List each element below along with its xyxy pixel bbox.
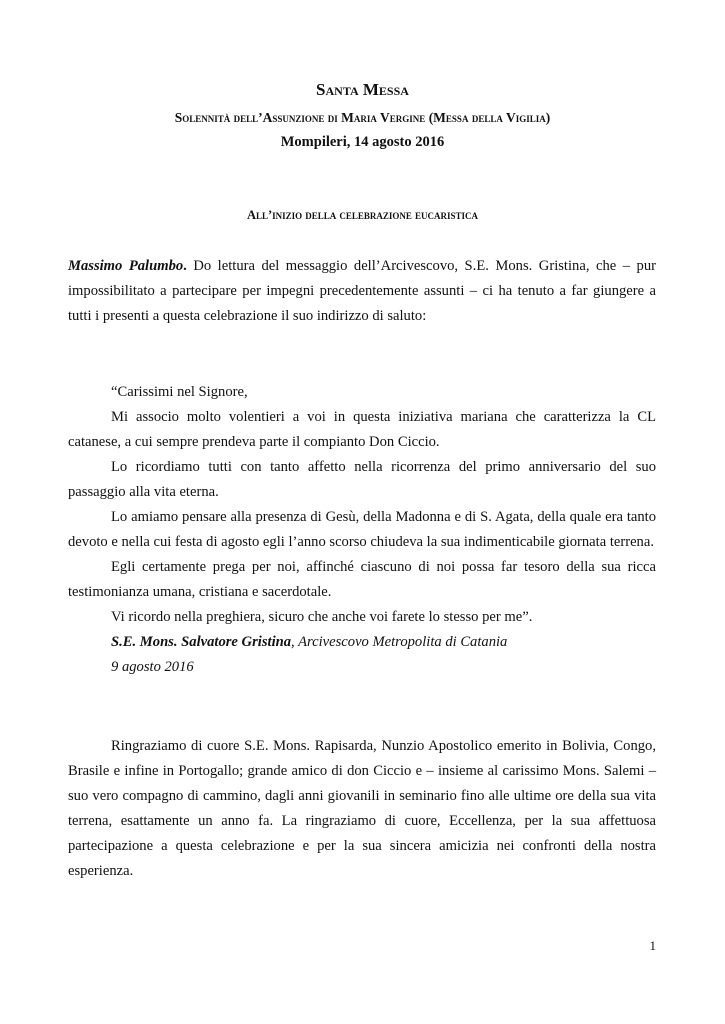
letter-paragraph: Vi ricordo nella preghiera, sicuro che anche voi farete lo stesso per me”. (111, 609, 533, 625)
speaker-name: Massimo Palumbo (68, 258, 184, 274)
closing-paragraph: Ringraziamo di cuore S.E. Mons. Rapisarda, Nunzio Apostolico emerito in Bolivia, Congo, Brasile e infine in Portogallo; grande amico di don Ciccio e – insieme al carissimo Mons. Salemi – suo vero compagno di cammino, dagli anni giovanili in seminario fino alle ultime ore della sua vita terrena, esattamente un anno fa. La ringraziamo di cuore, Eccellenza, per la sua affettuosa partecipazione a questa celebrazione e per la sua sincera amicizia nei confronti della nostra esperienza. (68, 738, 656, 879)
letter-paragraph: Lo amiamo pensare alla presenza di Gesù, della Madonna e di S. Agata, della quale era tanto devoto e nella cui festa di agosto egli l’anno scorso chiudeva la sua indimenticabile giornata terrena. (68, 509, 656, 550)
signature-role: , Arcivescovo Metropolita di Catania (291, 634, 508, 650)
signature-name: S.E. Mons. Salvatore Gristina (111, 634, 292, 650)
document-subtitle: Solennità dell’Assunzione di Maria Vergine (Messa della Vigilia) (174, 110, 551, 125)
document-title: Santa Messa (316, 80, 409, 99)
intro-text: Do lettura del messaggio dell’Arcivescovo, S.E. Mons. Gristina, che – pur impossibilitato a partecipare per impegni precedentemente assunti – ci ha tenuto a far giungere a tutti i presenti a questa celebrazione il suo indirizzo di saluto: (68, 258, 656, 324)
signature-date: 9 agosto 2016 (111, 659, 194, 675)
letter-paragraph: Egli certamente prega per noi, affinché ciascuno di noi possa far tesoro della sua ricca testimonianza umana, cristiana e sacerdotale. (68, 559, 656, 600)
page-number: 1 (649, 938, 656, 953)
letter-paragraph: Lo ricordiamo tutti con tanto affetto nella ricorrenza del primo anniversario del suo passaggio alla vita eterna. (68, 459, 656, 500)
intro-paragraph (68, 254, 656, 329)
letter-greeting: “Carissimi nel Signore, (111, 384, 248, 400)
section-heading: All’inizio della celebrazione eucaristica (246, 208, 479, 222)
place-date: Mompileri, 14 agosto 2016 (280, 134, 445, 150)
speaker-suffix: . (183, 258, 187, 274)
letter-signature (68, 630, 656, 655)
letter-paragraph: Mi associo molto volentieri a voi in questa iniziativa mariana che caratterizza la CL catanese, a cui sempre prendeva parte il compianto Don Ciccio. (68, 409, 656, 450)
